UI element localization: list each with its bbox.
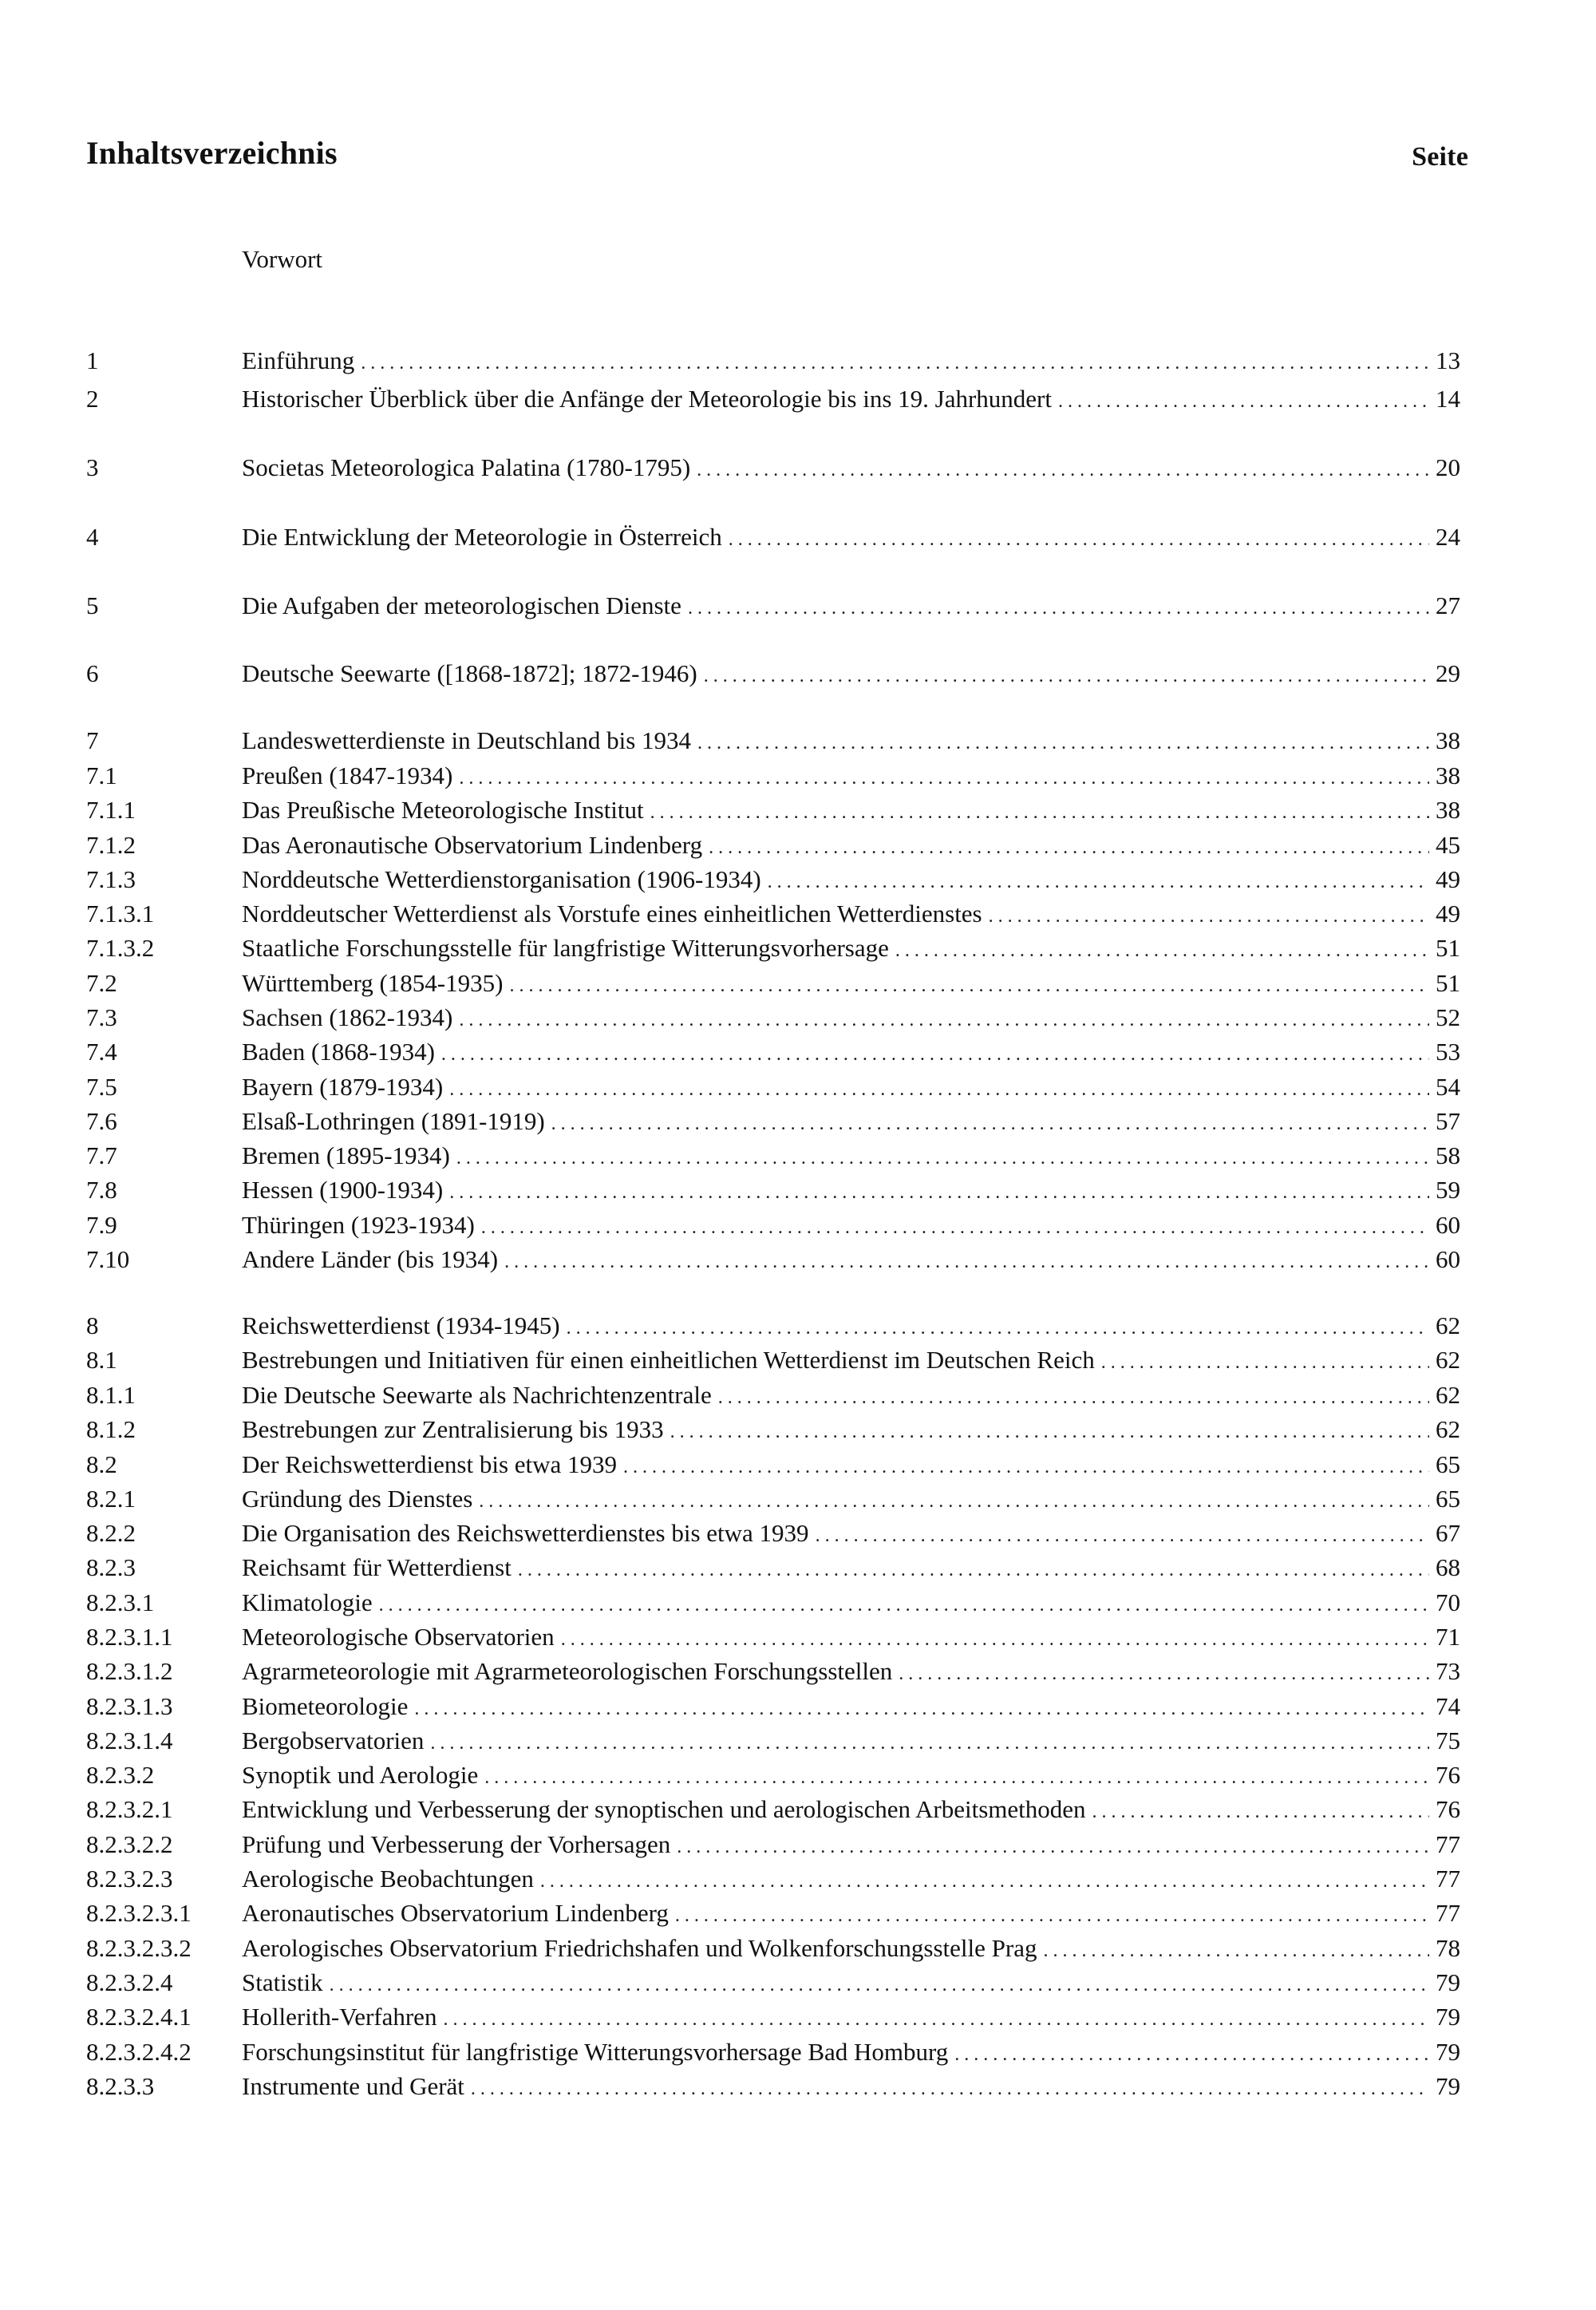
dot-leader bbox=[518, 1553, 1429, 1588]
toc-entry-body bbox=[242, 1173, 1460, 1210]
toc-entry bbox=[0, 1931, 1596, 1966]
toc-entry-number: 8.2 bbox=[86, 1450, 117, 1478]
dot-leader bbox=[449, 1175, 1429, 1210]
toc-entry bbox=[0, 343, 1596, 378]
toc-entry-body bbox=[242, 966, 1460, 1003]
toc-entry-body bbox=[242, 1104, 1460, 1141]
toc-entry-body bbox=[242, 862, 1460, 900]
toc-entry bbox=[0, 1000, 1596, 1035]
dot-leader bbox=[816, 1518, 1429, 1553]
toc-entry-body bbox=[242, 588, 1460, 626]
toc-entry bbox=[0, 2069, 1596, 2104]
toc-entry-number: 8.2.3.1.1 bbox=[86, 1623, 173, 1651]
toc-entry-page: 38 bbox=[1436, 726, 1460, 754]
toc-entry-number: 8 bbox=[86, 1311, 99, 1339]
dot-leader bbox=[729, 522, 1429, 557]
toc-entry-number: 7.1.2 bbox=[86, 831, 136, 859]
toc-entry bbox=[0, 793, 1596, 828]
toc-entry-title: Aerologische Beobachtungen bbox=[242, 1865, 534, 1893]
toc-entry-title: Landeswetterdienste in Deutschland bis 1934 bbox=[242, 726, 692, 754]
toc-entry-number: 8.2.2 bbox=[86, 1519, 136, 1547]
dot-leader bbox=[561, 1622, 1429, 1657]
dot-leader bbox=[430, 1726, 1429, 1761]
toc-entry bbox=[0, 1412, 1596, 1447]
toc-entry bbox=[0, 1138, 1596, 1173]
toc-entry-title: Württemberg (1854-1935) bbox=[242, 969, 504, 997]
toc-entry-page: 53 bbox=[1436, 1038, 1460, 1066]
toc-entry-number: 7.1.3.2 bbox=[86, 934, 155, 962]
toc-entry-number: 8.2.3.1.4 bbox=[86, 1727, 173, 1754]
toc-entry bbox=[0, 450, 1596, 485]
toc-entry-page: 20 bbox=[1436, 453, 1460, 481]
dot-leader bbox=[479, 1484, 1429, 1519]
toc-entry-number: 8.2.3 bbox=[86, 1553, 136, 1581]
toc-entry-page: 38 bbox=[1436, 796, 1460, 824]
toc-entry-number: 8.2.3.2.3.1 bbox=[86, 1899, 192, 1927]
dot-leader bbox=[709, 830, 1429, 865]
toc-entry-body bbox=[242, 1620, 1460, 1657]
toc-entry-title: Sachsen (1862-1934) bbox=[242, 1003, 453, 1031]
toc-entry-title: Bremen (1895-1934) bbox=[242, 1141, 450, 1169]
toc-entry bbox=[0, 862, 1596, 897]
toc-entry-page: 14 bbox=[1436, 385, 1460, 413]
toc-entry bbox=[0, 656, 1596, 691]
toc-entry-title: Entwicklung und Verbesserung der synoptischen und aerologischen Arbeitsmethoden bbox=[242, 1795, 1086, 1823]
toc-entry-page: 77 bbox=[1436, 1899, 1460, 1927]
toc-entry-title: Das Preußische Meteorologische Institut bbox=[242, 796, 644, 824]
dot-leader bbox=[484, 1760, 1429, 1795]
toc-entry-number: 2 bbox=[86, 385, 99, 413]
toc-entry-body bbox=[242, 382, 1460, 419]
toc-entry-number: 1 bbox=[86, 346, 99, 374]
toc-entry-page: 75 bbox=[1436, 1727, 1460, 1754]
toc-entry-page: 51 bbox=[1436, 934, 1460, 962]
dot-leader bbox=[675, 1898, 1429, 1933]
toc-entry-number: 7.10 bbox=[86, 1245, 130, 1273]
toc-entry-number: 8.2.3.2.2 bbox=[86, 1830, 173, 1858]
toc-entry-title: Instrumente und Gerät bbox=[242, 2072, 464, 2100]
dot-leader bbox=[989, 899, 1429, 934]
toc-entry bbox=[0, 1378, 1596, 1413]
toc-entry-title: Meteorologische Observatorien bbox=[242, 1623, 555, 1651]
dot-leader bbox=[677, 1829, 1429, 1865]
toc-entry-title: Hollerith-Verfahren bbox=[242, 2003, 437, 2031]
toc-entry-title: Prüfung und Verbesserung der Vorhersagen bbox=[242, 1830, 671, 1858]
toc-entry-body bbox=[242, 450, 1460, 488]
toc-entry bbox=[0, 1723, 1596, 1758]
toc-entry bbox=[0, 1242, 1596, 1277]
toc-entry-title: Hessen (1900-1934) bbox=[242, 1176, 444, 1204]
toc-entry bbox=[0, 1758, 1596, 1793]
toc-entry bbox=[0, 1896, 1596, 1931]
toc-entry-number: 8.2.3.2.4.2 bbox=[86, 2038, 192, 2066]
dot-leader bbox=[504, 1244, 1429, 1280]
toc-entry-body bbox=[242, 1723, 1460, 1761]
toc-entry-number: 3 bbox=[86, 453, 99, 481]
toc-entry-title: Einführung bbox=[242, 346, 355, 374]
toc-entry-page: 79 bbox=[1436, 2003, 1460, 2031]
dot-leader bbox=[768, 864, 1429, 900]
toc-entry-page: 54 bbox=[1436, 1073, 1460, 1101]
toc-entry-body bbox=[242, 1070, 1460, 1107]
toc-entry-number: 7.6 bbox=[86, 1107, 117, 1135]
dot-leader bbox=[895, 933, 1429, 968]
toc-entry-page: 49 bbox=[1436, 900, 1460, 928]
toc-entry-title: Reichswetterdienst (1934-1945) bbox=[242, 1311, 560, 1339]
toc-entry-body bbox=[242, 2069, 1460, 2106]
toc-entry-number: 7.4 bbox=[86, 1038, 117, 1066]
toc-entry-body bbox=[242, 1242, 1460, 1280]
toc-entry bbox=[0, 1034, 1596, 1070]
toc-entry-number: 8.2.3.2.1 bbox=[86, 1795, 173, 1823]
toc-entry-title: Historischer Überblick über die Anfänge der Meteorologie bis ins 19. Jahrhundert bbox=[242, 385, 1052, 413]
toc-entry bbox=[0, 1343, 1596, 1378]
toc-entry-title: Staatliche Forschungsstelle für langfristige Witterungsvorhersage bbox=[242, 934, 889, 962]
toc-entry-page: 45 bbox=[1436, 831, 1460, 859]
toc-entry-body bbox=[242, 1034, 1460, 1072]
toc-entry bbox=[0, 1827, 1596, 1862]
toc-entry-title: Elsaß-Lothringen (1891-1919) bbox=[242, 1107, 545, 1135]
page-column-label: Seite bbox=[1412, 142, 1468, 172]
toc-entry-body bbox=[242, 1758, 1460, 1795]
dot-leader bbox=[899, 1656, 1429, 1691]
toc-entry-title: Synoptik und Aerologie bbox=[242, 1761, 479, 1789]
toc-entry-page: 62 bbox=[1436, 1415, 1460, 1443]
toc-entry bbox=[0, 931, 1596, 966]
toc-entry-body bbox=[242, 1827, 1460, 1865]
toc-entry bbox=[0, 1481, 1596, 1517]
toc-entry-number: 7.1.3.1 bbox=[86, 900, 155, 928]
toc-entry-number: 7.1 bbox=[86, 761, 117, 789]
toc-entry-number: 8.2.3.2.4.1 bbox=[86, 2003, 192, 2031]
toc-entry-number: 8.1.2 bbox=[86, 1415, 136, 1443]
toc-entry-page: 59 bbox=[1436, 1176, 1460, 1204]
toc-entry-number: 7 bbox=[86, 726, 99, 754]
toc-entry-page: 24 bbox=[1436, 523, 1460, 551]
toc-entry-title: Bestrebungen zur Zentralisierung bis 1933 bbox=[242, 1415, 664, 1443]
toc-entry-title: Die Entwicklung der Meteorologie in Österreich bbox=[242, 523, 722, 551]
toc-entry-page: 60 bbox=[1436, 1245, 1460, 1273]
toc-entry-body bbox=[242, 1378, 1460, 1415]
toc-entry bbox=[0, 966, 1596, 1001]
toc-entry-page: 76 bbox=[1436, 1761, 1460, 1789]
toc-entry-body bbox=[242, 828, 1460, 865]
toc-entry-number: 8.1 bbox=[86, 1346, 117, 1374]
toc-entry-page: 76 bbox=[1436, 1795, 1460, 1823]
toc-entry-page: 51 bbox=[1436, 969, 1460, 997]
toc-entry bbox=[0, 242, 1596, 277]
toc-entry-title: Das Aeronautische Observatorium Lindenberg bbox=[242, 831, 703, 859]
toc-entry bbox=[0, 758, 1596, 793]
toc-entry-number: 7.7 bbox=[86, 1141, 117, 1169]
toc-entry bbox=[0, 1792, 1596, 1827]
dot-leader bbox=[361, 346, 1429, 381]
toc-entry-page: 62 bbox=[1436, 1346, 1460, 1374]
dot-leader bbox=[459, 1003, 1429, 1038]
dot-leader bbox=[1058, 384, 1429, 419]
toc-entry-body bbox=[242, 1896, 1460, 1933]
toc-entry-page: 52 bbox=[1436, 1003, 1460, 1031]
toc-entry-body bbox=[242, 242, 1460, 277]
toc-entry bbox=[0, 1104, 1596, 1139]
toc-entry-page: 74 bbox=[1436, 1692, 1460, 1720]
toc-entry-body bbox=[242, 1412, 1460, 1450]
toc-entry bbox=[0, 2035, 1596, 2070]
dot-leader bbox=[509, 968, 1429, 1003]
toc-entry-body bbox=[242, 1550, 1460, 1588]
toc-entry-title: Die Deutsche Seewarte als Nachrichtenzentrale bbox=[242, 1381, 712, 1409]
toc-entry bbox=[0, 1654, 1596, 1689]
toc-entry-body bbox=[242, 1208, 1460, 1245]
toc-entry-page: 78 bbox=[1436, 1934, 1460, 1962]
toc-entry-title: Statistik bbox=[242, 1968, 323, 1996]
toc-entry-number: 8.2.3.1.2 bbox=[86, 1657, 173, 1685]
toc-entry bbox=[0, 1585, 1596, 1620]
toc-entry-page: 79 bbox=[1436, 1968, 1460, 1996]
toc-entry-number: 7.5 bbox=[86, 1073, 117, 1101]
toc-entry-page: 49 bbox=[1436, 865, 1460, 893]
toc-entry-page: 29 bbox=[1436, 659, 1460, 687]
toc-entry-title: Aeronautisches Observatorium Lindenberg bbox=[242, 1899, 669, 1927]
toc-entry-number: 8.2.3.2 bbox=[86, 1761, 155, 1789]
toc-entry bbox=[0, 1999, 1596, 2035]
toc-entry-page: 67 bbox=[1436, 1519, 1460, 1547]
toc-entry bbox=[0, 896, 1596, 932]
toc-entry bbox=[0, 588, 1596, 623]
dot-leader bbox=[449, 1072, 1429, 1107]
dot-leader bbox=[670, 1414, 1429, 1450]
toc-entry-page: 58 bbox=[1436, 1141, 1460, 1169]
toc-entry-body bbox=[242, 1447, 1460, 1485]
toc-entry-title: Preußen (1847-1934) bbox=[242, 761, 453, 789]
toc-entry-page: 13 bbox=[1436, 346, 1460, 374]
toc-entry-number: 8.2.3.2.3 bbox=[86, 1865, 173, 1893]
dot-leader bbox=[456, 1141, 1429, 1176]
toc-entry-body bbox=[242, 1516, 1460, 1553]
toc-entry-body bbox=[242, 1999, 1460, 2037]
toc-entry-page: 65 bbox=[1436, 1485, 1460, 1513]
toc-entry-title: Biometeorologie bbox=[242, 1692, 409, 1720]
toc-entry-number: 8.2.3.2.4 bbox=[86, 1968, 173, 1996]
toc-entry bbox=[0, 1965, 1596, 2000]
toc-entry bbox=[0, 1070, 1596, 1105]
toc-entry-title: Societas Meteorologica Palatina (1780-1795) bbox=[242, 453, 691, 481]
toc-entry-body bbox=[242, 1689, 1460, 1727]
toc-entry-page: 57 bbox=[1436, 1107, 1460, 1135]
dot-leader bbox=[1101, 1345, 1429, 1380]
toc-entry-title: Norddeutsche Wetterdienstorganisation (1906-1934) bbox=[242, 865, 761, 893]
toc-entry-page: 65 bbox=[1436, 1450, 1460, 1478]
toc-entry-number: 5 bbox=[86, 591, 99, 619]
toc-entry-number: 4 bbox=[86, 523, 99, 551]
dot-leader bbox=[697, 726, 1429, 761]
toc-entry-number: 8.2.3.1 bbox=[86, 1588, 155, 1616]
toc-entry-title: Deutsche Seewarte ([1868-1872]; 1872-1946) bbox=[242, 659, 697, 687]
toc-entry-page: 68 bbox=[1436, 1553, 1460, 1581]
toc-entry-title: Agrarmeteorologie mit Agrarmeteorologischen Forschungsstellen bbox=[242, 1657, 893, 1685]
toc-entry-body bbox=[242, 1343, 1460, 1380]
toc-entry-number: 7.9 bbox=[86, 1211, 117, 1239]
toc-entry-number: 6 bbox=[86, 659, 99, 687]
toc-entry-title: Gründung des Dienstes bbox=[242, 1485, 473, 1513]
toc-entry-body bbox=[242, 520, 1460, 557]
toc-entry-number: 7.1.3 bbox=[86, 865, 136, 893]
dot-leader bbox=[471, 2071, 1429, 2106]
toc-entry-number: 8.1.1 bbox=[86, 1381, 136, 1409]
dot-leader bbox=[704, 659, 1429, 694]
toc-entry-body bbox=[242, 758, 1460, 796]
dot-leader bbox=[1043, 1933, 1429, 1968]
toc-entry-number: 7.8 bbox=[86, 1176, 117, 1204]
toc-entry-body bbox=[242, 1965, 1460, 2003]
toc-entry bbox=[0, 1173, 1596, 1208]
toc-entry bbox=[0, 520, 1596, 555]
toc-entry-body bbox=[242, 1308, 1460, 1346]
toc-entry bbox=[0, 1689, 1596, 1724]
toc-entry-title: Baden (1868-1934) bbox=[242, 1038, 435, 1066]
dot-leader bbox=[688, 591, 1429, 626]
toc-entry-page: 79 bbox=[1436, 2072, 1460, 2100]
toc-entry-title: Vorwort bbox=[242, 245, 323, 273]
toc-entry bbox=[0, 1550, 1596, 1585]
toc-entry bbox=[0, 1620, 1596, 1655]
toc-entry-body bbox=[242, 1585, 1460, 1623]
toc-entry-title: Norddeutscher Wetterdienst als Vorstufe eines einheitlichen Wetterdienstes bbox=[242, 900, 982, 928]
toc-entry-number: 8.2.1 bbox=[86, 1485, 136, 1513]
dot-leader bbox=[1092, 1794, 1429, 1829]
toc-entry bbox=[0, 1861, 1596, 1897]
toc-entry-title: Bestrebungen und Initiativen für einen einheitlichen Wetterdienst im Deutschen Reich bbox=[242, 1346, 1095, 1374]
toc-entry-number: 7.1.1 bbox=[86, 796, 136, 824]
toc-entry bbox=[0, 1208, 1596, 1243]
toc-entry-page: 27 bbox=[1436, 591, 1460, 619]
toc-entry bbox=[0, 1447, 1596, 1482]
toc-entry-number: 7.3 bbox=[86, 1003, 117, 1031]
toc-entry-body bbox=[242, 1654, 1460, 1691]
toc-title: Inhaltsverzeichnis bbox=[86, 135, 338, 171]
toc-entry-body bbox=[242, 2035, 1460, 2072]
toc-entry-title: Bayern (1879-1934) bbox=[242, 1073, 444, 1101]
toc-entry bbox=[0, 1516, 1596, 1551]
dot-leader bbox=[623, 1450, 1429, 1485]
toc-entry-page: 79 bbox=[1436, 2038, 1460, 2066]
toc-entry-body bbox=[242, 723, 1460, 761]
dot-leader bbox=[330, 1968, 1429, 2003]
toc-entry-body bbox=[242, 793, 1460, 830]
dot-leader bbox=[718, 1380, 1429, 1415]
toc-entry-number: 8.2.3.3 bbox=[86, 2072, 155, 2100]
dot-leader bbox=[697, 453, 1429, 488]
toc-entry-title: Die Aufgaben der meteorologischen Dienste bbox=[242, 591, 681, 619]
dot-leader bbox=[443, 2002, 1429, 2037]
toc-entry-page: 77 bbox=[1436, 1830, 1460, 1858]
dot-leader bbox=[954, 2037, 1429, 2072]
toc-entry-title: Aerologisches Observatorium Friedrichshafen und Wolkenforschungsstelle Prag bbox=[242, 1934, 1037, 1962]
toc-entry-title: Bergobservatorien bbox=[242, 1727, 425, 1754]
dot-leader bbox=[540, 1864, 1429, 1899]
toc-entry-page: 77 bbox=[1436, 1865, 1460, 1893]
toc-entry-body bbox=[242, 896, 1460, 934]
toc-entry-body bbox=[242, 1861, 1460, 1899]
dot-leader bbox=[481, 1210, 1429, 1245]
toc-entry bbox=[0, 1308, 1596, 1343]
toc-entry-number: 8.2.3.2.3.2 bbox=[86, 1934, 192, 1962]
dot-leader bbox=[567, 1311, 1429, 1346]
toc-entry-body bbox=[242, 931, 1460, 968]
toc-entry-title: Reichsamt für Wetterdienst bbox=[242, 1553, 512, 1581]
dot-leader bbox=[551, 1106, 1429, 1141]
toc-entry-page: 71 bbox=[1436, 1623, 1460, 1651]
toc-entry-page: 62 bbox=[1436, 1381, 1460, 1409]
toc-entry-title: Forschungsinstitut für langfristige Witterungsvorhersage Bad Homburg bbox=[242, 2038, 949, 2066]
toc-entry bbox=[0, 723, 1596, 758]
toc-entry-body bbox=[242, 1138, 1460, 1176]
toc-entry-body bbox=[242, 1792, 1460, 1829]
toc-entry-body bbox=[242, 1000, 1460, 1038]
toc-entry-page: 60 bbox=[1436, 1211, 1460, 1239]
toc-entry-body bbox=[242, 343, 1460, 381]
toc-entry-number: 7.2 bbox=[86, 969, 117, 997]
toc-entry bbox=[0, 382, 1596, 417]
toc-entry-page: 73 bbox=[1436, 1657, 1460, 1685]
toc-entry-page: 38 bbox=[1436, 761, 1460, 789]
toc-entry-title: Thüringen (1923-1934) bbox=[242, 1211, 475, 1239]
toc-entry-page: 62 bbox=[1436, 1311, 1460, 1339]
toc-entry-body bbox=[242, 1481, 1460, 1519]
toc-entry-title: Der Reichswetterdienst bis etwa 1939 bbox=[242, 1450, 618, 1478]
dot-leader bbox=[459, 761, 1429, 796]
dot-leader bbox=[441, 1037, 1429, 1072]
dot-leader bbox=[650, 795, 1429, 830]
dot-leader bbox=[414, 1691, 1429, 1727]
toc-entry-body bbox=[242, 1931, 1460, 1968]
toc-entry-title: Klimatologie bbox=[242, 1588, 373, 1616]
dot-leader bbox=[379, 1588, 1429, 1623]
toc-entry-number: 8.2.3.1.3 bbox=[86, 1692, 173, 1720]
toc-entry-title: Andere Länder (bis 1934) bbox=[242, 1245, 499, 1273]
toc-entry-body bbox=[242, 656, 1460, 694]
toc-entry bbox=[0, 828, 1596, 863]
toc-entry-title: Die Organisation des Reichswetterdienstes bis etwa 1939 bbox=[242, 1519, 809, 1547]
toc-entry-page: 70 bbox=[1436, 1588, 1460, 1616]
